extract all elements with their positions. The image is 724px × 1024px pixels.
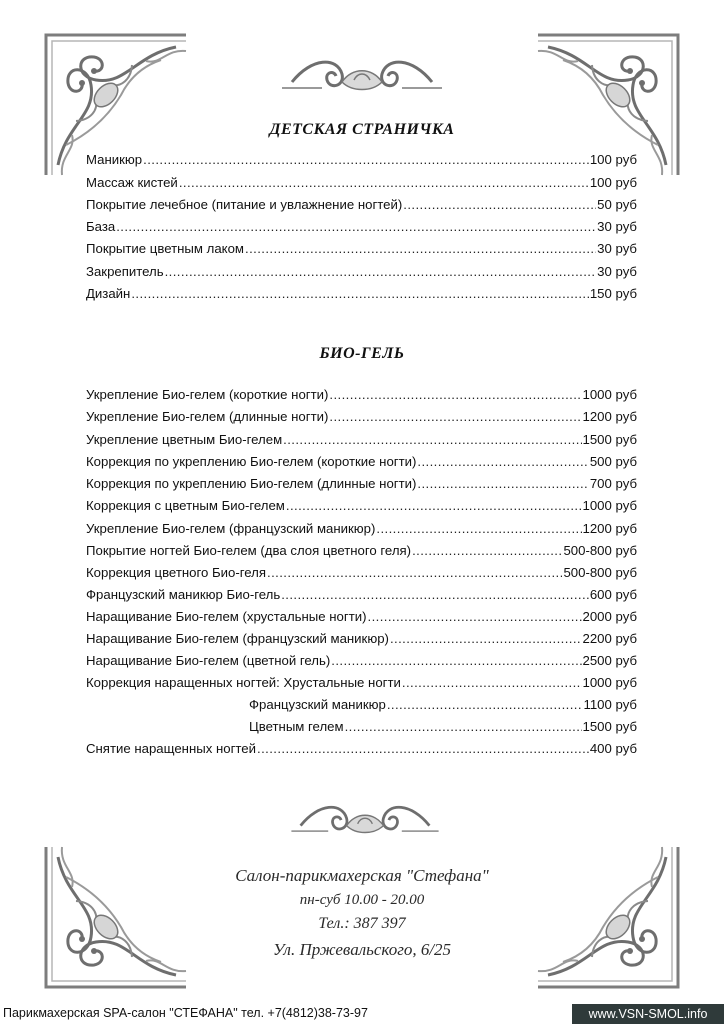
- service-name: База: [86, 219, 116, 234]
- service-name: Французский маникюр: [249, 697, 386, 712]
- service-price: 1100 руб: [583, 697, 637, 712]
- service-name: Коррекция по укреплению Био-гелем (длинные ногти): [86, 476, 417, 491]
- price-row: [86, 495, 637, 515]
- service-name: Покрытие ногтей Био-гелем (два слоя цветного геля): [86, 543, 412, 558]
- price-row: [86, 518, 637, 538]
- section-title-kids: ДЕТСКАЯ СТРАНИЧКА: [269, 121, 455, 138]
- price-row: [86, 194, 637, 214]
- salon-address: Ул. Пржевальского, 6/25: [272, 940, 452, 959]
- price-row: [86, 406, 637, 426]
- dot-leader: [387, 696, 583, 714]
- service-name: Наращивание Био-гелем (французский маникюр): [86, 631, 389, 646]
- dot-leader: [390, 630, 582, 648]
- service-price: 100 руб: [589, 152, 637, 167]
- salon-phone: Тел.: 387 397: [318, 915, 406, 932]
- dot-leader: [165, 263, 597, 281]
- service-price: 30 руб: [597, 264, 637, 279]
- service-price: 100 руб: [589, 175, 637, 190]
- dot-leader: [329, 408, 581, 426]
- service-price: 1000 руб: [582, 675, 637, 690]
- price-row: [86, 628, 637, 648]
- center-ornament-top: [282, 52, 442, 102]
- service-name: Покрытие лечебное (питание и увлажнение ногтей): [86, 197, 403, 212]
- price-row: [86, 650, 637, 670]
- service-price: 2000 руб: [582, 609, 637, 624]
- salon-hours: пн-суб 10.00 - 20.00: [299, 892, 425, 908]
- dot-leader: [267, 564, 562, 582]
- price-row: [86, 238, 637, 258]
- dot-leader: [402, 674, 582, 692]
- service-name: Коррекция по укреплению Био-гелем (короткие ногти): [86, 454, 417, 469]
- dot-leader: [257, 740, 589, 758]
- price-row: [86, 738, 637, 758]
- dot-leader: [376, 520, 581, 538]
- price-row: [86, 562, 637, 582]
- service-name: Маникюр: [86, 152, 143, 167]
- center-ornament-bottom: [290, 798, 440, 844]
- service-name: Снятие наращенных ногтей: [86, 741, 256, 756]
- price-row: [86, 283, 637, 303]
- dot-leader: [245, 240, 596, 258]
- service-price: 1000 руб: [582, 387, 637, 402]
- price-row: [86, 384, 637, 404]
- price-row: [86, 540, 637, 560]
- service-price: 400 руб: [589, 741, 637, 756]
- service-price: 1500 руб: [582, 432, 637, 447]
- service-price: 500-800 руб: [563, 565, 637, 580]
- dot-leader: [345, 718, 582, 736]
- price-row: [86, 429, 637, 449]
- price-row: [249, 716, 637, 736]
- dot-leader: [403, 196, 596, 214]
- price-row: [86, 149, 637, 169]
- service-name: Покрытие цветным лаком: [86, 241, 244, 256]
- service-price: 500 руб: [589, 454, 637, 469]
- service-name: Коррекция наращенных ногтей: Хрустальные ногти: [86, 675, 401, 690]
- service-name: Массаж кистей: [86, 175, 178, 190]
- price-row: [86, 584, 637, 604]
- service-price: 50 руб: [597, 197, 637, 212]
- salon-name: Салон-парикмахерская "Стефана": [235, 866, 489, 885]
- service-price: 1200 руб: [582, 409, 637, 424]
- dot-leader: [286, 497, 582, 515]
- dot-leader: [116, 218, 596, 236]
- service-price: 1200 руб: [582, 521, 637, 536]
- service-price: 500-800 руб: [563, 543, 637, 558]
- service-name: Наращивание Био-гелем (цветной гель): [86, 653, 331, 668]
- service-name: Укрепление цветным Био-гелем: [86, 432, 283, 447]
- price-row: [86, 606, 637, 626]
- dot-leader: [131, 285, 589, 303]
- section-title-bio-gel: БИО-ГЕЛЬ: [319, 345, 405, 362]
- service-name: Укрепление Био-гелем (французский маникюр): [86, 521, 376, 536]
- price-row: [86, 261, 637, 281]
- service-price: 30 руб: [597, 219, 637, 234]
- service-price: 30 руб: [597, 241, 637, 256]
- dot-leader: [281, 586, 589, 604]
- service-price: 150 руб: [589, 286, 637, 301]
- dot-leader: [417, 475, 588, 493]
- service-name: Французский маникюр Био-гель: [86, 587, 281, 602]
- dot-leader: [283, 431, 581, 449]
- service-name: Наращивание Био-гелем (хрустальные ногти): [86, 609, 367, 624]
- price-row: [249, 694, 637, 714]
- service-name: Укрепление Био-гелем (короткие ногти): [86, 387, 329, 402]
- price-row: [86, 216, 637, 236]
- service-price: 1500 руб: [582, 719, 637, 734]
- service-name: Закрепитель: [86, 264, 164, 279]
- service-name: Коррекция цветного Био-геля: [86, 565, 266, 580]
- bottom-bar: [0, 1004, 724, 1024]
- price-row: [86, 672, 637, 692]
- dot-leader: [412, 542, 562, 560]
- service-price: 1000 руб: [582, 498, 637, 513]
- service-name: Цветным гелем: [249, 719, 344, 734]
- website-link[interactable]: www.VSN-SMOL.info: [572, 1004, 724, 1024]
- service-price: 700 руб: [589, 476, 637, 491]
- price-row: [86, 473, 637, 493]
- price-row: [86, 451, 637, 471]
- service-price: 2500 руб: [582, 653, 637, 668]
- dot-leader: [143, 151, 589, 169]
- dot-leader: [417, 453, 588, 471]
- service-price: 2200 руб: [582, 631, 637, 646]
- dot-leader: [179, 174, 589, 192]
- service-name: Дизайн: [86, 286, 131, 301]
- contact-caption: Парикмахерская SPA-салон "СТЕФАНА" тел. +7(4812)38-73-97: [3, 1006, 368, 1020]
- price-row: [86, 172, 637, 192]
- service-name: Укрепление Био-гелем (длинные ногти): [86, 409, 329, 424]
- dot-leader: [331, 652, 581, 670]
- service-name: Коррекция с цветным Био-гелем: [86, 498, 285, 513]
- dot-leader: [368, 608, 582, 626]
- service-price: 600 руб: [589, 587, 637, 602]
- dot-leader: [329, 386, 581, 404]
